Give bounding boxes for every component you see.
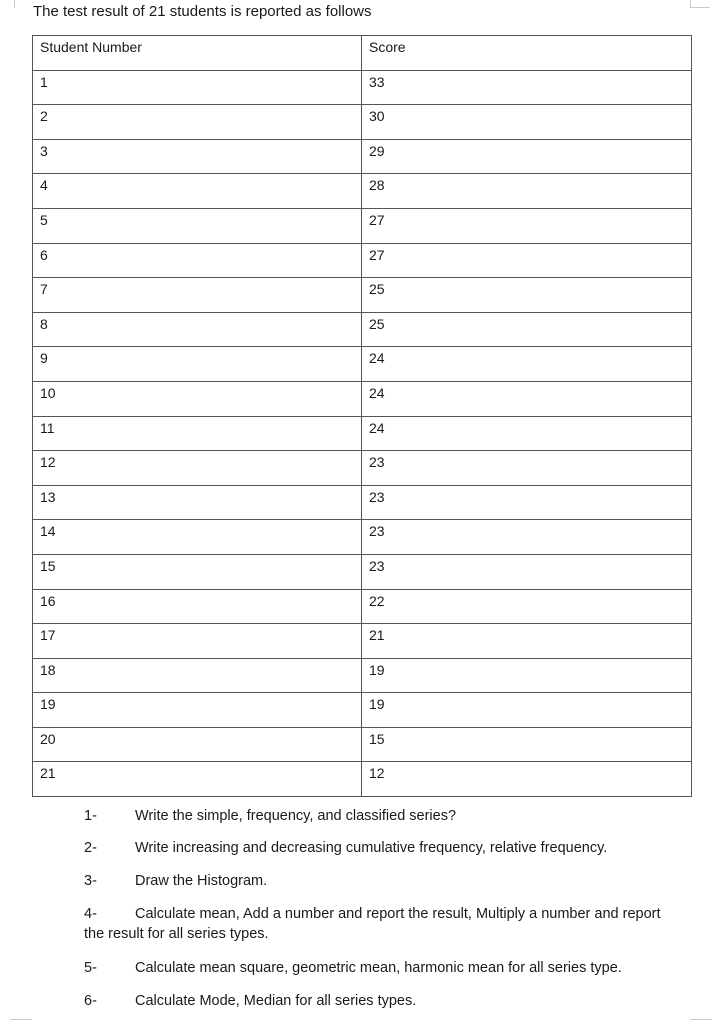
question-item xyxy=(84,904,684,944)
score-cell: 23 xyxy=(362,520,692,555)
question-item xyxy=(84,958,684,978)
student-number-cell: 3 xyxy=(33,139,362,174)
column-header-score: Score xyxy=(362,36,692,71)
table-row xyxy=(33,589,692,624)
question-number: 5- xyxy=(84,960,97,976)
question-number: 4- xyxy=(84,906,97,922)
table-row xyxy=(33,762,692,797)
score-cell: 23 xyxy=(362,554,692,589)
student-number-cell: 7 xyxy=(33,278,362,313)
score-cell: 23 xyxy=(362,485,692,520)
score-cell: 28 xyxy=(362,174,692,209)
student-number-cell: 11 xyxy=(33,416,362,451)
table-row xyxy=(33,139,692,174)
table-row xyxy=(33,451,692,486)
table-row xyxy=(33,520,692,555)
question-number: 6- xyxy=(84,993,97,1009)
question-number: 2- xyxy=(84,840,97,856)
table-body xyxy=(33,70,692,796)
student-number-cell: 18 xyxy=(33,658,362,693)
student-number-cell: 5 xyxy=(33,208,362,243)
student-number-cell: 20 xyxy=(33,727,362,762)
table-header-row xyxy=(33,36,692,71)
score-cell: 19 xyxy=(362,658,692,693)
student-number-cell: 14 xyxy=(33,520,362,555)
table-row xyxy=(33,174,692,209)
score-cell: 21 xyxy=(362,624,692,659)
student-number-cell: 10 xyxy=(33,381,362,416)
student-number-cell: 19 xyxy=(33,693,362,728)
score-cell: 30 xyxy=(362,105,692,140)
score-cell: 19 xyxy=(362,693,692,728)
score-cell: 22 xyxy=(362,589,692,624)
score-cell: 33 xyxy=(362,70,692,105)
scores-table xyxy=(32,35,692,797)
student-number-cell: 6 xyxy=(33,243,362,278)
score-cell: 29 xyxy=(362,139,692,174)
score-cell: 23 xyxy=(362,451,692,486)
student-number-cell: 1 xyxy=(33,70,362,105)
question-text: Draw the Histogram. xyxy=(135,873,268,889)
student-number-cell: 13 xyxy=(33,485,362,520)
table-row xyxy=(33,312,692,347)
score-cell: 24 xyxy=(362,381,692,416)
question-text: Write the simple, frequency, and classified series? xyxy=(135,808,457,824)
score-cell: 27 xyxy=(362,208,692,243)
table-row xyxy=(33,416,692,451)
score-cell: 12 xyxy=(362,762,692,797)
student-number-cell: 2 xyxy=(33,105,362,140)
student-number-cell: 15 xyxy=(33,554,362,589)
table-row xyxy=(33,727,692,762)
question-item xyxy=(84,838,684,858)
score-cell: 24 xyxy=(362,347,692,382)
student-number-cell: 21 xyxy=(33,762,362,797)
question-text: Write increasing and decreasing cumulative frequency, relative frequency. xyxy=(135,840,608,856)
question-text: Calculate Mode, Median for all series types. xyxy=(135,993,417,1009)
question-item xyxy=(84,871,684,891)
student-number-cell: 16 xyxy=(33,589,362,624)
score-cell: 25 xyxy=(362,278,692,313)
table-row xyxy=(33,347,692,382)
page-corner-mark xyxy=(14,0,15,8)
table-row xyxy=(33,70,692,105)
score-cell: 27 xyxy=(362,243,692,278)
table-row xyxy=(33,554,692,589)
score-cell: 15 xyxy=(362,727,692,762)
question-text: Calculate mean square, geometric mean, harmonic mean for all series type. xyxy=(135,960,622,976)
student-number-cell: 8 xyxy=(33,312,362,347)
question-text: Calculate mean, Add a number and report the result, Multiply a number and report the result for all series types. xyxy=(84,906,661,942)
page-corner-mark xyxy=(690,1019,712,1020)
table-row xyxy=(33,105,692,140)
column-header-student-number: Student Number xyxy=(33,36,362,71)
question-item xyxy=(84,806,684,826)
page-corner-mark xyxy=(10,1019,32,1020)
score-cell: 25 xyxy=(362,312,692,347)
question-item xyxy=(84,991,684,1011)
table-row xyxy=(33,243,692,278)
question-number: 3- xyxy=(84,873,97,889)
score-cell: 24 xyxy=(362,416,692,451)
student-number-cell: 17 xyxy=(33,624,362,659)
student-number-cell: 9 xyxy=(33,347,362,382)
page-title: The test result of 21 students is reported as follows xyxy=(33,3,372,20)
table-row xyxy=(33,693,692,728)
page-corner-mark xyxy=(690,7,710,8)
table-row xyxy=(33,208,692,243)
question-number: 1- xyxy=(84,808,97,824)
table-row xyxy=(33,485,692,520)
table-row xyxy=(33,658,692,693)
table-row xyxy=(33,624,692,659)
student-number-cell: 12 xyxy=(33,451,362,486)
table-row xyxy=(33,381,692,416)
table-row xyxy=(33,278,692,313)
student-number-cell: 4 xyxy=(33,174,362,209)
